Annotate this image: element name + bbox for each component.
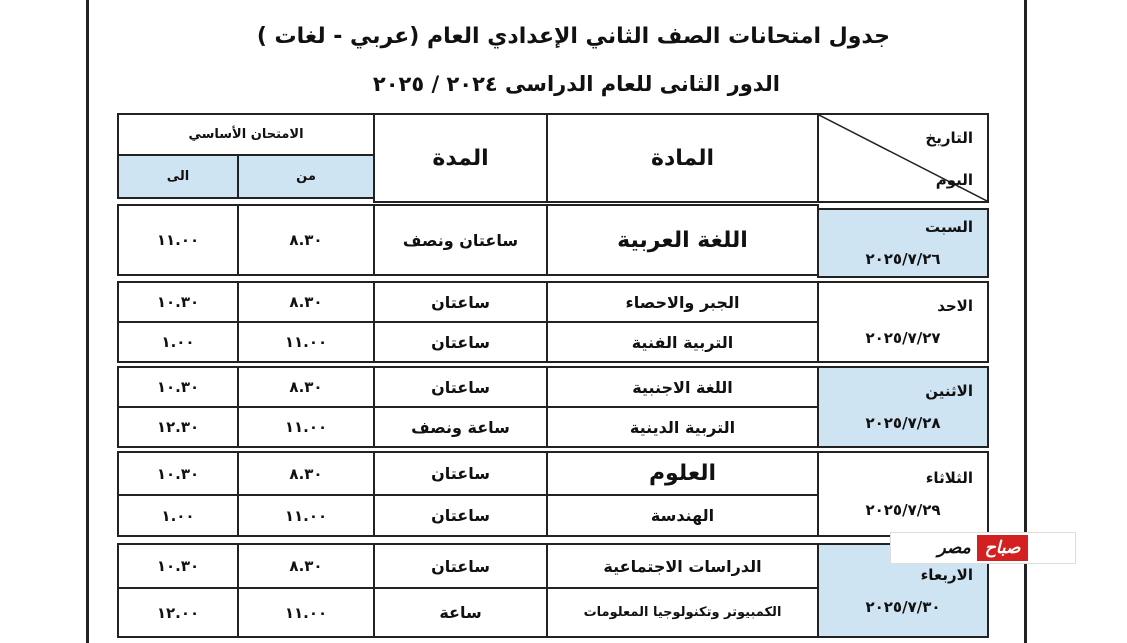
day-name: الثلاثاء [925,469,973,487]
page-subtitle: الدور الثانى للعام الدراسى ٢٠٢٤ / ٢٠٢٥ [372,72,780,96]
page-title: جدول امتحانات الصف الثاني الإعدادي العام (عربي - لغات ) [256,24,890,49]
to-cell: ١.٠٠ [117,321,239,363]
duration-cell: ساعة [373,587,548,638]
day-date: ٢٠٢٥/٧/٢٧ [865,329,941,347]
from-cell: ١١.٠٠ [237,321,375,363]
duration-cell: ساعتان ونصف [373,204,548,276]
subject-cell: الكمبيوتر وتكنولوجيا المعلومات [546,587,819,638]
day-date: ٢٠٢٥/٧/٢٩ [865,501,941,519]
watermark-part2: مصر [937,538,971,558]
subject-cell: الهندسة [546,494,819,537]
day-name: الاربعاء [920,565,973,584]
page-border-left [86,0,89,643]
day-cell [817,366,989,448]
duration-cell: ساعتان [373,366,548,408]
day-cell [817,208,989,278]
duration-cell: ساعتان [373,494,548,537]
to-cell: ١٠.٣٠ [117,281,239,323]
header-from: من [237,154,375,199]
header-basic-exam: الامتحان الأساسي [117,113,375,156]
from-cell: ٨.٣٠ [237,451,375,496]
subject-cell: الدراسات الاجتماعية [546,543,819,589]
to-cell: ١٠.٣٠ [117,451,239,496]
header-date-day [817,113,989,203]
subject-cell: التربية الدينية [546,406,819,448]
header-date-label: التاريخ [925,129,973,147]
subject-cell: اللغة العربية [546,204,819,276]
watermark-logo [890,532,1076,564]
from-cell: ٨.٣٠ [237,543,375,589]
from-cell: ١١.٠٠ [237,494,375,537]
to-cell: ١٢.٣٠ [117,406,239,448]
subject-cell: اللغة الاجنبية [546,366,819,408]
day-name: الاثنين [925,382,973,400]
header-duration: المدة [373,113,548,203]
header-to: الى [117,154,239,199]
from-cell: ٨.٣٠ [237,281,375,323]
day-date: ٢٠٢٥/٧/٣٠ [865,597,941,616]
duration-cell: ساعة ونصف [373,406,548,448]
subject-cell: العلوم [546,451,819,496]
watermark-part1: صباح [977,535,1029,561]
day-date: ٢٠٢٥/٧/٢٨ [865,414,941,432]
subject-cell: الجبر والاحصاء [546,281,819,323]
from-cell: ٨.٣٠ [237,366,375,408]
duration-cell: ساعتان [373,281,548,323]
day-date: ٢٠٢٥/٧/٢٦ [865,250,941,268]
to-cell: ١.٠٠ [117,494,239,537]
header-day-label: اليوم [935,171,973,189]
to-cell: ١٠.٣٠ [117,543,239,589]
day-name: السبت [924,218,973,236]
to-cell: ١٢.٠٠ [117,587,239,638]
duration-cell: ساعتان [373,321,548,363]
subject-cell: التربية الفنية [546,321,819,363]
from-cell: ٨.٣٠ [237,204,375,276]
header-subject: المادة [546,113,819,203]
from-cell: ١١.٠٠ [237,587,375,638]
day-cell [817,451,989,537]
to-cell: ١١.٠٠ [117,204,239,276]
day-name: الاحد [937,297,973,315]
day-cell [817,281,989,363]
from-cell: ١١.٠٠ [237,406,375,448]
duration-cell: ساعتان [373,451,548,496]
duration-cell: ساعتان [373,543,548,589]
to-cell: ١٠.٣٠ [117,366,239,408]
